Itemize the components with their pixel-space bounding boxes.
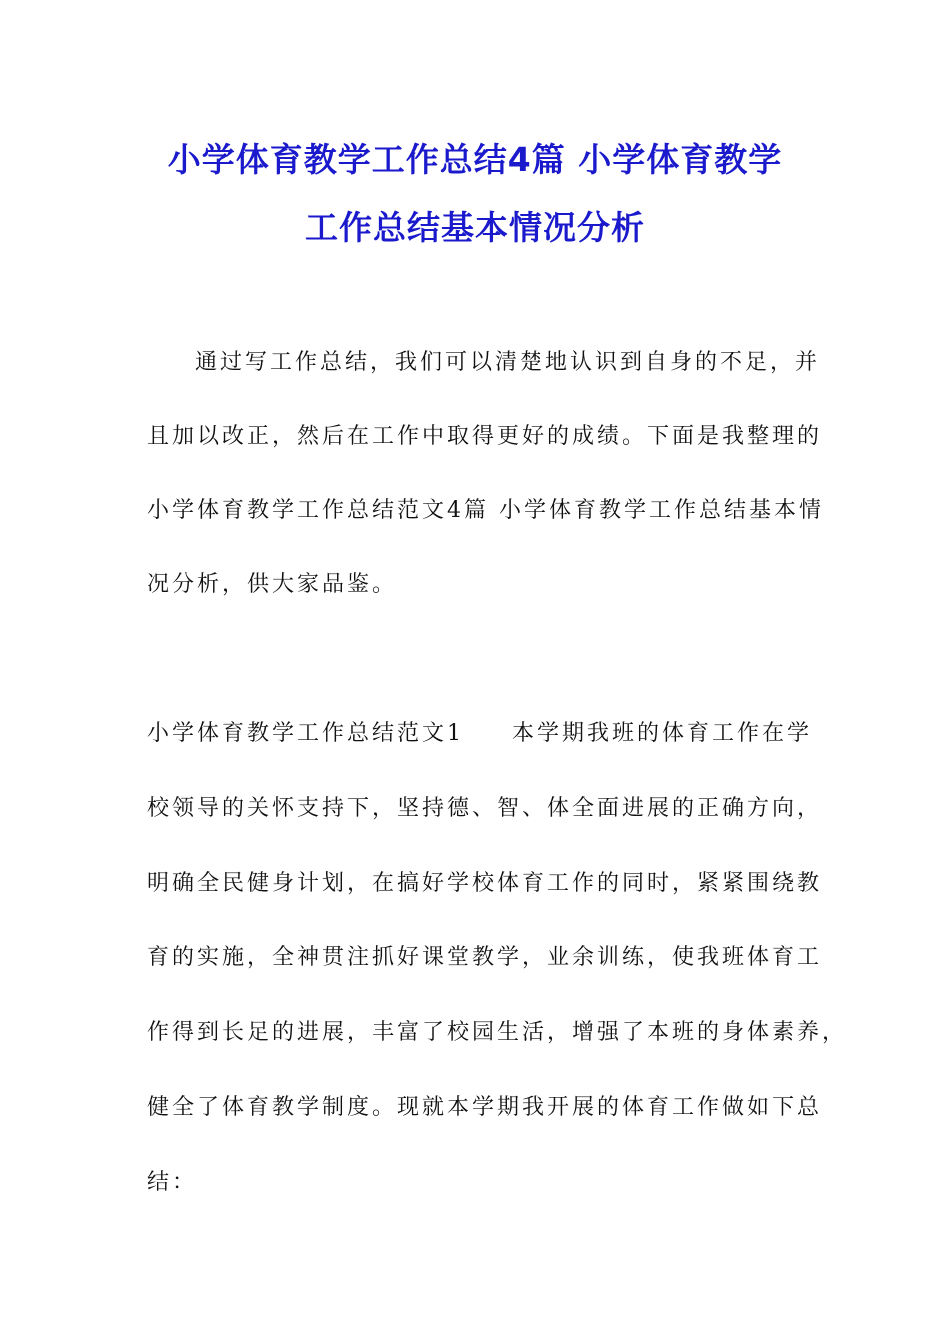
section1-line-3: 明确全民健身计划，在搞好学校体育工作的同时，紧紧围绕教 <box>147 871 823 896</box>
document-title-line-2: 工作总结基本情况分析 <box>305 208 645 247</box>
section1-line-7: 结： <box>147 1170 198 1195</box>
section1-first-line-rest: 本学期我班的体育工作在学 <box>512 721 813 746</box>
intro-line-1: 通过写工作总结，我们可以清楚地认识到自身的不足，并 <box>195 350 821 375</box>
intro-line-3: 小学体育教学工作总结范文4篇 小学体育教学工作总结基本情 <box>147 498 824 523</box>
section1-line-5: 作得到长足的进展，丰富了校园生活，增强了本班的身体素养， <box>147 1020 848 1045</box>
section1-line-4: 育的实施，全神贯注抓好课堂教学，业余训练，使我班体育工 <box>147 945 823 970</box>
section1-line-2: 校领导的关怀支持下，坚持德、智、体全面进展的正确方向， <box>147 796 823 821</box>
section1-first-line <box>147 716 812 747</box>
intro-line-2: 且加以改正，然后在工作中取得更好的成绩。下面是我整理的 <box>147 424 823 449</box>
section1-line-6: 健全了体育教学制度。现就本学期我开展的体育工作做如下总 <box>147 1095 823 1120</box>
intro-line-4: 况分析，供大家品鉴。 <box>147 572 398 597</box>
section1-heading: 小学体育教学工作总结范文1 <box>147 721 464 746</box>
document-title-line-1: 小学体育教学工作总结4篇 小学体育教学 <box>167 140 783 179</box>
